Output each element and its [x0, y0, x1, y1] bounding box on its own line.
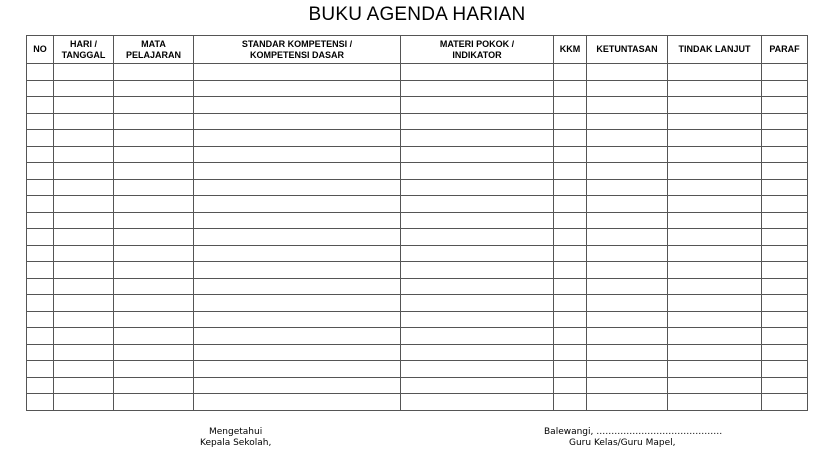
table-cell [668, 130, 762, 147]
table-cell [587, 97, 668, 114]
table-row [27, 113, 808, 130]
table-cell [587, 245, 668, 262]
table-cell [587, 80, 668, 97]
table-row [27, 278, 808, 295]
table-cell [668, 196, 762, 213]
table-cell [668, 64, 762, 81]
table-cell [54, 97, 114, 114]
table-cell [762, 278, 808, 295]
table-cell [587, 311, 668, 328]
table-cell [27, 212, 54, 229]
table-cell [587, 328, 668, 345]
table-cell [554, 262, 587, 279]
table-cell [587, 212, 668, 229]
table-cell [194, 394, 401, 411]
table-cell [401, 344, 554, 361]
table-cell [27, 97, 54, 114]
table-cell [401, 163, 554, 180]
table-cell [54, 344, 114, 361]
column-header-kkm: KKM [554, 36, 587, 64]
table-cell [54, 295, 114, 312]
table-cell [587, 146, 668, 163]
table-cell [114, 196, 194, 213]
table-cell [554, 212, 587, 229]
table-row [27, 394, 808, 411]
table-row [27, 229, 808, 246]
table-cell [114, 130, 194, 147]
table-cell [762, 328, 808, 345]
table-cell [554, 179, 587, 196]
table-cell [27, 163, 54, 180]
table-cell [762, 377, 808, 394]
table-cell [194, 80, 401, 97]
table-cell [27, 295, 54, 312]
column-header-signature: PARAF [762, 36, 808, 64]
table-cell [762, 295, 808, 312]
column-header-subject: MATA PELAJARAN [114, 36, 194, 64]
table-cell [401, 361, 554, 378]
table-cell [587, 113, 668, 130]
table-cell [194, 130, 401, 147]
table-cell [668, 179, 762, 196]
table-cell [587, 394, 668, 411]
table-cell [587, 361, 668, 378]
table-row [27, 130, 808, 147]
table-cell [401, 97, 554, 114]
table-cell [587, 229, 668, 246]
table-cell [762, 229, 808, 246]
table-cell [114, 163, 194, 180]
table-cell [27, 80, 54, 97]
table-cell [114, 97, 194, 114]
table-cell [114, 394, 194, 411]
table-cell [27, 344, 54, 361]
table-row [27, 196, 808, 213]
table-cell [27, 196, 54, 213]
table-cell [668, 278, 762, 295]
table-cell [194, 212, 401, 229]
table-cell [668, 97, 762, 114]
table-cell [194, 311, 401, 328]
table-cell [194, 64, 401, 81]
table-cell [27, 130, 54, 147]
table-cell [401, 113, 554, 130]
table-cell [554, 328, 587, 345]
table-cell [27, 361, 54, 378]
table-header-row [27, 36, 808, 64]
table-cell [54, 245, 114, 262]
table-cell [194, 278, 401, 295]
table-cell [554, 361, 587, 378]
table-cell [668, 344, 762, 361]
table-row [27, 245, 808, 262]
acknowledged-label: Mengetahui [209, 427, 263, 437]
table-cell [27, 113, 54, 130]
table-row [27, 80, 808, 97]
table-cell [194, 97, 401, 114]
table-cell [54, 212, 114, 229]
table-cell [54, 278, 114, 295]
table-cell [54, 80, 114, 97]
table-cell [554, 229, 587, 246]
table-cell [762, 311, 808, 328]
table-cell [762, 113, 808, 130]
table-cell [401, 179, 554, 196]
table-cell [27, 328, 54, 345]
table-cell [668, 262, 762, 279]
table-cell [554, 163, 587, 180]
table-cell [194, 344, 401, 361]
table-cell [114, 361, 194, 378]
table-row [27, 361, 808, 378]
table-cell [554, 113, 587, 130]
table-cell [54, 113, 114, 130]
table-row [27, 377, 808, 394]
column-header-follow-up: TINDAK LANJUT [668, 36, 762, 64]
table-row [27, 311, 808, 328]
table-cell [668, 311, 762, 328]
table-cell [762, 212, 808, 229]
table-cell [587, 377, 668, 394]
table-cell [27, 278, 54, 295]
table-cell [762, 245, 808, 262]
table-cell [114, 328, 194, 345]
table-cell [587, 64, 668, 81]
table-cell [114, 80, 194, 97]
table-cell [54, 163, 114, 180]
table-cell [401, 146, 554, 163]
table-cell [54, 328, 114, 345]
table-cell [554, 64, 587, 81]
table-cell [114, 262, 194, 279]
table-cell [762, 163, 808, 180]
column-header-no: NO [27, 36, 54, 64]
table-body [27, 64, 808, 411]
column-header-date: HARI / TANGGAL [54, 36, 114, 64]
table-cell [762, 361, 808, 378]
table-cell [27, 311, 54, 328]
table-cell [27, 146, 54, 163]
table-cell [401, 311, 554, 328]
table-cell [668, 163, 762, 180]
table-cell [762, 196, 808, 213]
table-cell [27, 179, 54, 196]
table-cell [194, 262, 401, 279]
table-cell [401, 80, 554, 97]
table-cell [54, 311, 114, 328]
table-cell [554, 394, 587, 411]
table-cell [54, 130, 114, 147]
table-cell [762, 344, 808, 361]
footer-principal-block [200, 427, 271, 449]
table-cell [114, 113, 194, 130]
table-cell [668, 295, 762, 312]
table-cell [27, 262, 54, 279]
table-row [27, 262, 808, 279]
table-row [27, 328, 808, 345]
table-cell [401, 377, 554, 394]
table-cell [554, 377, 587, 394]
table-cell [54, 64, 114, 81]
table-cell [54, 262, 114, 279]
column-header-completion: KETUNTASAN [587, 36, 668, 64]
table-cell [401, 278, 554, 295]
table-cell [668, 328, 762, 345]
table-row [27, 163, 808, 180]
table-cell [554, 146, 587, 163]
table-row [27, 212, 808, 229]
table-cell [54, 377, 114, 394]
table-cell [54, 229, 114, 246]
table-cell [401, 295, 554, 312]
table-cell [401, 196, 554, 213]
table-cell [54, 179, 114, 196]
table-cell [587, 278, 668, 295]
table-cell [194, 229, 401, 246]
table-cell [114, 245, 194, 262]
table-cell [27, 377, 54, 394]
table-cell [668, 394, 762, 411]
table-cell [194, 328, 401, 345]
table-cell [401, 64, 554, 81]
table-cell [668, 361, 762, 378]
table-cell [27, 394, 54, 411]
table-cell [401, 130, 554, 147]
table-cell [54, 146, 114, 163]
table-cell [587, 295, 668, 312]
table-cell [554, 196, 587, 213]
table-cell [668, 377, 762, 394]
column-header-competency: STANDAR KOMPETENSI / KOMPETENSI DASAR [194, 36, 401, 64]
table-cell [554, 344, 587, 361]
table-cell [554, 245, 587, 262]
table-cell [554, 130, 587, 147]
table-cell [401, 212, 554, 229]
table-cell [114, 278, 194, 295]
table-cell [762, 262, 808, 279]
table-cell [554, 311, 587, 328]
table-cell [54, 361, 114, 378]
table-cell [401, 394, 554, 411]
table-cell [114, 64, 194, 81]
table-cell [762, 146, 808, 163]
page-title: BUKU AGENDA HARIAN [308, 4, 526, 25]
table-cell [401, 245, 554, 262]
table-cell [668, 80, 762, 97]
table-cell [114, 311, 194, 328]
agenda-table [26, 35, 808, 411]
table-cell [554, 278, 587, 295]
table-cell [114, 295, 194, 312]
table-row [27, 295, 808, 312]
table-row [27, 64, 808, 81]
table-cell [668, 229, 762, 246]
table-cell [587, 262, 668, 279]
table-cell [194, 295, 401, 312]
table-cell [27, 229, 54, 246]
table-cell [27, 64, 54, 81]
table-cell [668, 113, 762, 130]
table-row [27, 146, 808, 163]
table-cell [114, 212, 194, 229]
table-cell [668, 146, 762, 163]
table-cell [194, 146, 401, 163]
teacher-label: Guru Kelas/Guru Mapel, [569, 438, 676, 448]
table-cell [587, 179, 668, 196]
principal-label: Kepala Sekolah, [200, 438, 272, 448]
table-cell [762, 80, 808, 97]
table-row [27, 344, 808, 361]
table-cell [114, 179, 194, 196]
table-cell [668, 212, 762, 229]
table-cell [194, 361, 401, 378]
table-cell [194, 245, 401, 262]
table-cell [401, 229, 554, 246]
table-cell [762, 394, 808, 411]
place-date-line: Balewangi, …………………………………… [544, 427, 723, 437]
table-cell [554, 295, 587, 312]
table-cell [554, 80, 587, 97]
table-cell [27, 245, 54, 262]
table-cell [401, 328, 554, 345]
table-cell [762, 97, 808, 114]
table-cell [668, 245, 762, 262]
footer-teacher-block [544, 427, 722, 449]
table-row [27, 97, 808, 114]
table-cell [554, 97, 587, 114]
table-cell [587, 344, 668, 361]
table-cell [762, 179, 808, 196]
table-cell [114, 146, 194, 163]
table-cell [54, 394, 114, 411]
table-cell [194, 113, 401, 130]
table-row [27, 179, 808, 196]
table-cell [194, 196, 401, 213]
table-cell [587, 163, 668, 180]
table-cell [54, 196, 114, 213]
table-cell [114, 229, 194, 246]
table-cell [762, 130, 808, 147]
table-cell [587, 196, 668, 213]
table-cell [194, 179, 401, 196]
table-cell [194, 163, 401, 180]
column-header-material: MATERI POKOK / INDIKATOR [401, 36, 554, 64]
table-cell [587, 130, 668, 147]
table-cell [194, 377, 401, 394]
table-cell [401, 262, 554, 279]
table-cell [114, 344, 194, 361]
table-cell [762, 64, 808, 81]
table-cell [114, 377, 194, 394]
